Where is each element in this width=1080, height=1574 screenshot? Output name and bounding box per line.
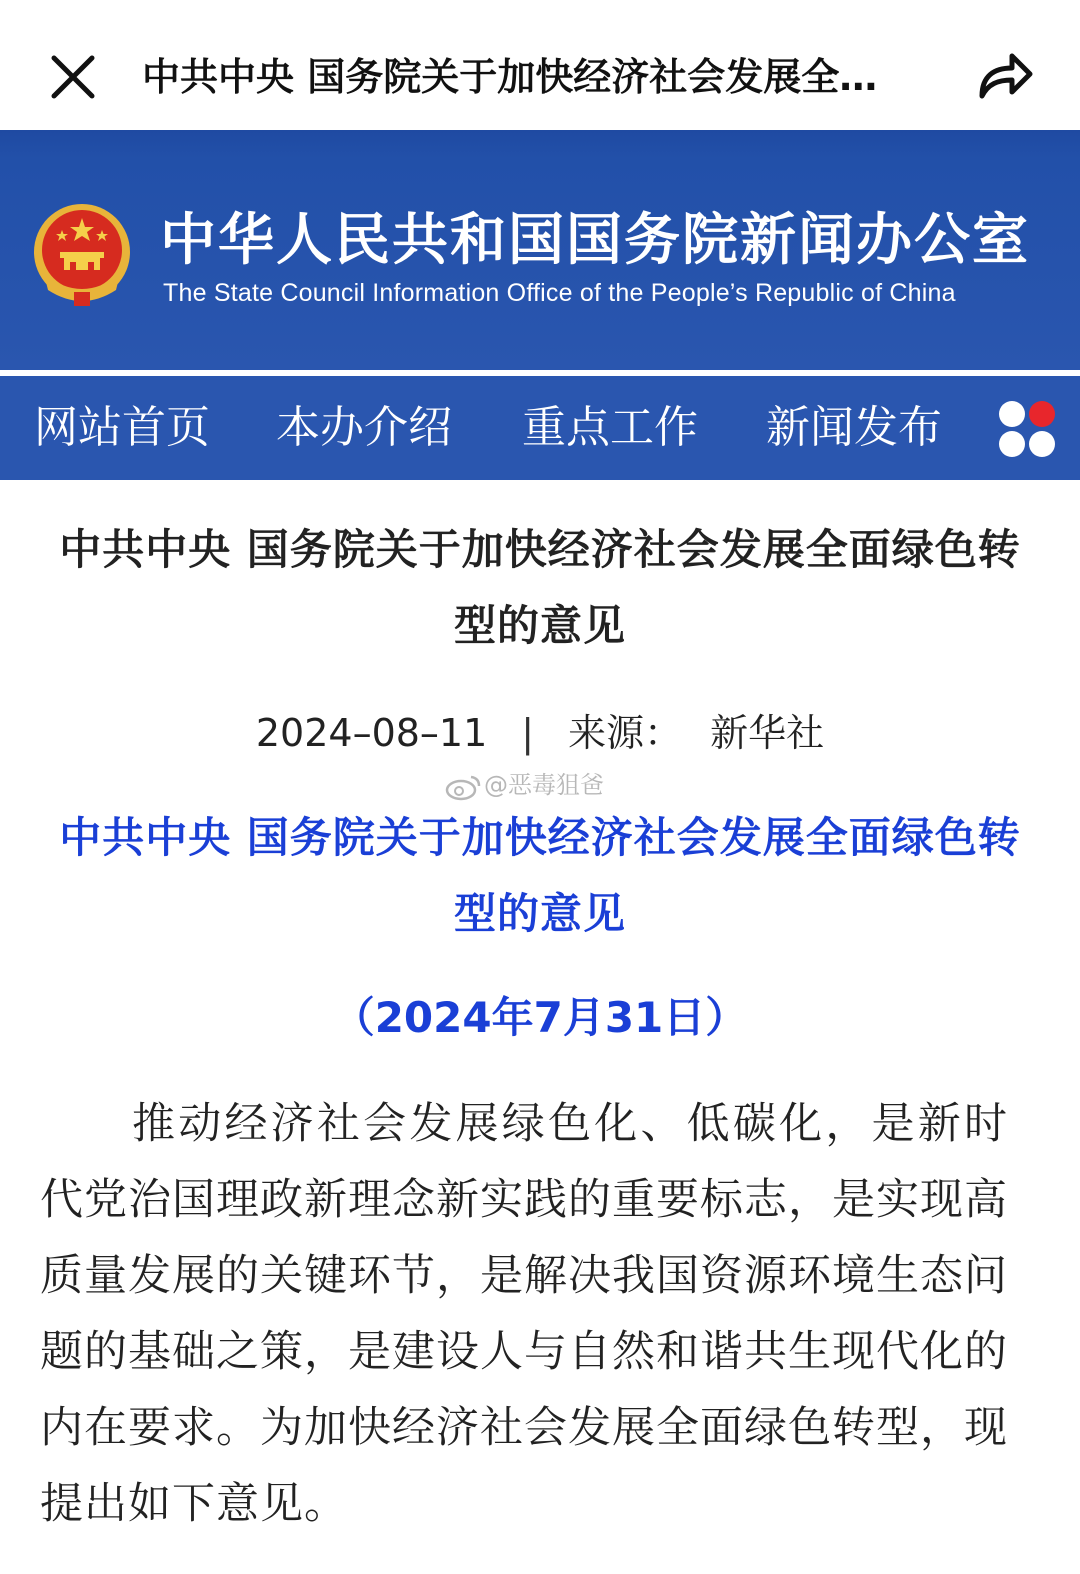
weibo-icon: [444, 771, 484, 801]
nav-item-home[interactable]: 网站首页: [34, 402, 210, 453]
source-name: 新华社: [710, 711, 825, 755]
share-arrow-icon[interactable]: [972, 46, 1038, 106]
nav-item-about[interactable]: 本办介绍: [276, 402, 452, 453]
watermark-text: @恶毒狙爸: [484, 771, 604, 799]
source-label: 来源：: [568, 711, 683, 755]
org-name-cn: 中华人民共和国国务院新闻办公室: [160, 208, 1030, 273]
national-emblem-icon: [30, 200, 134, 312]
main-nav: [0, 376, 1080, 480]
top-app-bar: [0, 0, 1080, 130]
more-grid-icon[interactable]: [996, 398, 1058, 460]
meta-separator: |: [521, 711, 535, 755]
weibo-watermark: [444, 768, 604, 802]
nav-item-news[interactable]: 新闻发布: [766, 402, 942, 453]
page-title: 中共中央 国务院关于加快经济社会发展全…: [142, 55, 878, 99]
close-icon[interactable]: [44, 44, 104, 108]
site-banner: [0, 130, 1080, 370]
article-body-paragraph: 推动经济社会发展绿色化、低碳化，是新时代党治国理政新理念新实践的重要标志，是实现高质量发展的关键环节，是解决我国资源环境生态问题的基础之策，是建设人与自然和谐共生现代化的内在要求。为加快经济社会发展全面绿色转型，现提出如下意见。: [40, 1099, 1008, 1529]
article-title: 中共中央 国务院关于加快经济社会发展全面绿色转型的意见: [59, 525, 1021, 650]
nav-item-key-work[interactable]: 重点工作: [522, 402, 698, 453]
document-title: 中共中央 国务院关于加快经济社会发展全面绿色转型的意见: [59, 813, 1021, 938]
org-name-en: The State Council Information Office of the People’s Republic of China: [163, 279, 956, 307]
document-date: （2024年7月31日）: [332, 993, 748, 1042]
article-meta: [0, 706, 1080, 760]
publish-date: 2024–08–11: [255, 711, 488, 755]
